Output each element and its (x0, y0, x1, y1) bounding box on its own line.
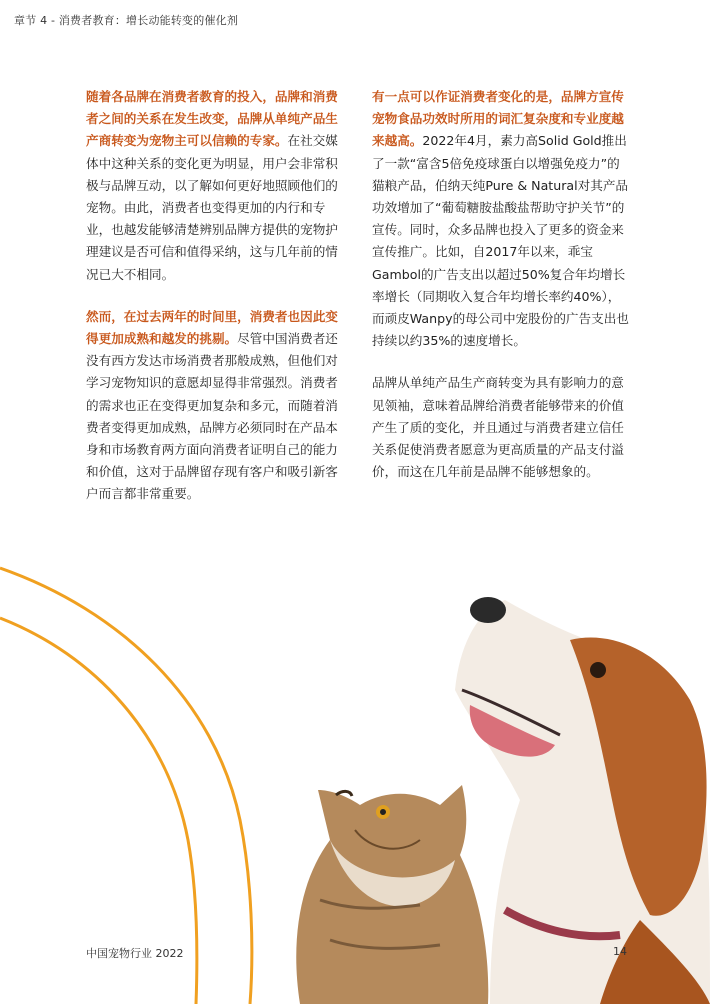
right-p1-highlight: 有一点可以作证消费者变化的是，品牌方宣传宠物食品功效时所用的词汇复杂度和专业度越来越高。 (372, 89, 624, 149)
orange-arcs (0, 568, 252, 1004)
right-p2-body: 品牌从单纯产品生产商转变为具有影响力的意见领袖，意味着品牌给消费者能够带来的价值产生了质的变化，并且通过与消费者建立信任关系促使消费者愿意为更高质量的产品支付溢价，而这在几年前是品牌不能够想象的。 (372, 375, 624, 480)
dog-illustration (455, 597, 710, 1004)
cat-illustration (296, 785, 488, 1004)
outer-arc (0, 568, 252, 1004)
left-p2-body: 尽管中国消费者还没有西方发达市场消费者那般成熟，但他们对学习宠物知识的意愿却显得非常强烈。消费者的需求也正在变得更加复杂和多元，而随着消费者变得更加成熟，品牌方必须同时在产品本身和市场教育两方面向消费者证明自己的能力和价值，这对于品牌留存现有客户和吸引新客户而言都非常重要。 (86, 331, 338, 502)
chapter-header: 章节 4 - 消费者教育：增长动能转变的催化剂 (14, 14, 239, 27)
left-p1-body: 在社交媒体中这种关系的变化更为明显，用户会非常积极与品牌互动，以了解如何更好地照顾他们的宠物。由此，消费者也变得更加的内行和专业，也越发能够清楚辨别品牌方提供的宠物护理建议是否可信和值得采纳，这与几年前的情况已大不相同。 (86, 133, 338, 282)
footer-report-title: 中国宠物行业 2022 (86, 947, 184, 960)
left-p1-highlight: 随着各品牌在消费者教育的投入，品牌和消费者之间的关系在发生改变，品牌从单纯产品生产商转变为宠物主可以信赖的专家。 (86, 89, 338, 149)
left-p2-highlight: 然而，在过去两年的时间里，消费者也因此变得更加成熟和越发的挑剔。 (86, 308, 338, 347)
right-p1-body: 2022年4月，素力高Solid Gold推出了一款“富含5倍免疫球蛋白以增强免疫力”的猫粮产品，伯纳天纯Pure & Natural对其产品功效增加了“葡萄糖胺盐酸盐帮助守护关节”的宣传。同时，众多品牌也投入了更多的资金来宣传推广。比如，自2017年以来，乖宝Gambol的广告支出以超过50%复合年均增长率增长（同期收入复合年均增长率约40%），而顽皮Wanpy的母公司中宠股份的广告支出也持续以约35%的速度增长。 (372, 133, 629, 349)
page-number: 14 (613, 945, 627, 958)
